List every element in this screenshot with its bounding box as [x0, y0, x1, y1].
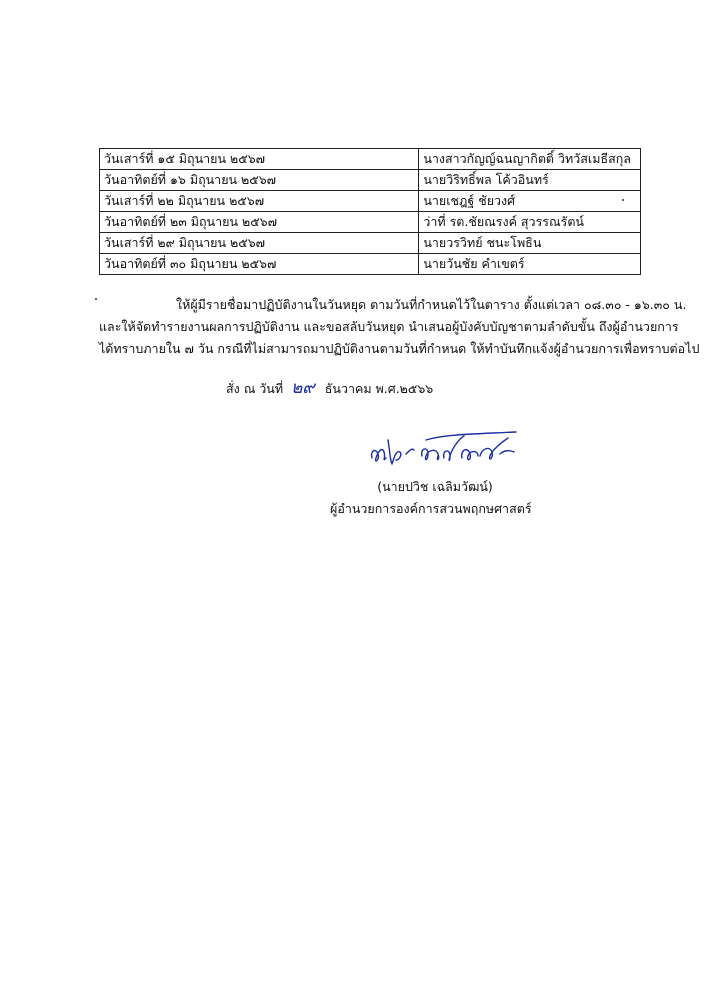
instruction-line-3: ได้ทราบภายใน ๗ วัน กรณีที่ไม่สามารถมาปฏิบัติงานตามวันที่กำหนด ให้ทำบันทึกแจ้งผู้อำนวยการเพื่อทราบต่อไป	[99, 341, 700, 356]
signer-name: (นายปวิช เฉลิมวัฒน์)	[377, 479, 493, 494]
duty-date-cell: วันเสาร์ที่ ๑๕ มิถุนายน ๒๕๖๗	[100, 149, 419, 170]
duty-staff-cell: นายวันชัย คำเขตร์	[419, 254, 641, 275]
duty-date-cell: วันอาทิตย์ที่ ๑๖ มิถุนายน ๒๕๖๗	[100, 170, 419, 191]
duty-staff-cell: นางสาวกัญญ์ฉนญากิตติ์ วิทวัสเมธีสกุล	[419, 149, 641, 170]
instruction-line-2: และให้จัดทำรายงานผลการปฏิบัติงาน และขอสลับวันหยุด นำเสนอผู้บังคับบัญชาตามลำดับขั้น ถึงผู้อำนวยการ	[99, 319, 679, 334]
order-date-suffix: ธันวาคม พ.ศ.๒๕๖๖	[324, 381, 434, 396]
duty-staff-cell: ว่าที่ รต.ชัยณรงค์ สุวรรณรัตน์	[419, 212, 641, 233]
duty-date-cell: วันอาทิตย์ที่ ๓๐ มิถุนายน ๒๕๖๗	[100, 254, 419, 275]
table-row	[100, 254, 641, 275]
order-day-handwritten: ๒๙	[291, 378, 315, 398]
scan-speck	[622, 199, 624, 201]
order-date-line	[226, 377, 433, 400]
duty-date-cell: วันเสาร์ที่ ๒๒ มิถุนายน ๒๕๖๗	[100, 191, 419, 212]
table-row	[100, 233, 641, 254]
table-row	[100, 149, 641, 170]
handwritten-signature	[366, 428, 526, 470]
duty-schedule-table	[99, 148, 641, 275]
scan-speck	[95, 298, 97, 300]
duty-date-cell: วันเสาร์ที่ ๒๙ มิถุนายน ๒๕๖๗	[100, 233, 419, 254]
signer-title: ผู้อำนวยการองค์การสวนพฤกษศาสตร์	[330, 501, 532, 516]
instruction-line-1: ให้ผู้มีรายชื่อมาปฏิบัติงานในวันหยุด ตามวันที่กำหนดไว้ในตาราง ตั้งแต่เวลา ๐๘.๓๐ - ๑๖.๓๐ น.	[176, 297, 687, 312]
duty-staff-cell: นายวรวิทย์ ชนะโพธิน	[419, 233, 641, 254]
duty-date-cell: วันอาทิตย์ที่ ๒๓ มิถุนายน ๒๕๖๗	[100, 212, 419, 233]
table-row	[100, 170, 641, 191]
table-row	[100, 191, 641, 212]
table-row	[100, 212, 641, 233]
duty-staff-cell: นายเชฎฐ์ ชัยวงศ์	[419, 191, 641, 212]
order-date-prefix: สั่ง ณ วันที่	[226, 381, 284, 396]
duty-staff-cell: นายวิริทธิ์พล โค้วอินทร์	[419, 170, 641, 191]
